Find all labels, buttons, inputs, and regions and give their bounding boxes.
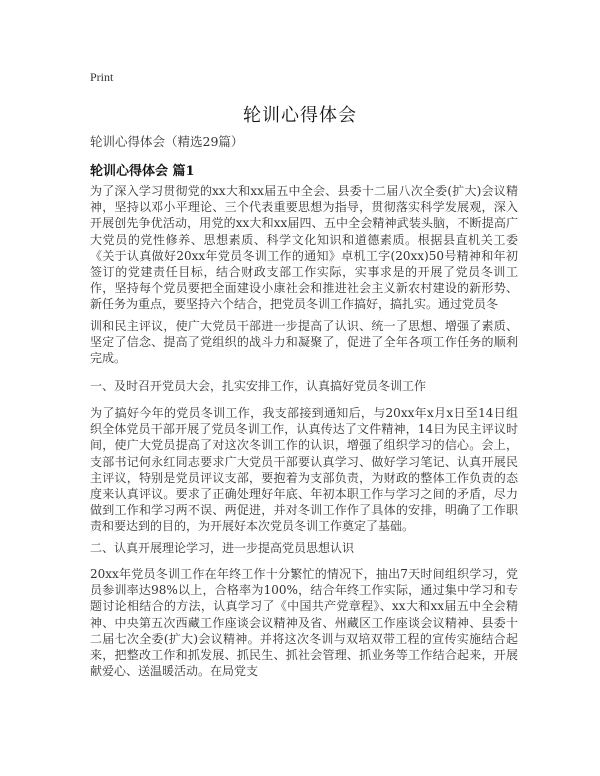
paragraph-1: 为了深入学习贯彻党的xx大和xx届五中全会、县委十二届八次全委(扩大)会议精神，坚持以邓小平理论、三个代表重要思想为指导，贯彻落实科学发展观，深入开展创先争优活动，用党的xx大和xx届四、五中全会精神武装头脑，不断提高广大党员的党性修养、思想素质、科学文化知识和道德素质。根据县直机关工委《关于认真做好20xx年党员冬训工作的通知》卓机工字(20xx)50号精神和年初签订的党建责任目标，结合财政支部工作实际，实事求是的开展了党员冬训工作，坚持每个党员要把全面建设小康社会和推进社会主义新农村建设的新形势、新任务为重点，要坚持六个结合，把党员冬训工作搞好，搞扎实。通过党员冬 [90,184,518,312]
paragraph-4: 20xx年党员冬训工作在年终工作十分繁忙的情况下，抽出7天时间组织学习，党员参训率达98%以上，合格率为100%，结合年终工作实际，通过集中学习和专题讨论相结合的方法，认真学习了《中国共产党章程》、xx大和xx届五中全会精神、中央第五次西藏工作座谈会议精神及省、州藏区工作座谈会议精神、县委十二届七次全委(扩大)会议精神。并将这次冬训与双培双带工程的宣传实施结合起来，把整改工作和抓发展、抓民生、抓社会管理、抓业务等工作结合起来，开展献爱心、送温暖活动。在局党支 [90,567,518,679]
print-label[interactable]: Print [90,70,114,84]
subheading-2: 二、认真开展理论学习，进一步提高党员思想认识 [90,541,355,555]
paragraph-2: 训和民主评议，使广大党员干部进一步提高了认识、统一了思想、增强了素质、坚定了信念、提高了党组织的战斗力和凝聚了，促进了全年各项工作任务的顺利完成。 [90,319,518,366]
section-heading: 轮训心得体会 篇1 [90,164,195,179]
paragraph-3: 为了搞好今年的党员冬训工作，我支部接到通知后，与20xx年x月x日至14日组织全体党员干部开展了党员冬训工作，认真传达了文件精神，14日为民主评议时间，使广大党员提高了对这次冬训工作的认识，增强了组织学习的信心。会上，支部书记何永红同志要求广大党员干部要认真学习、做好学习笔记、认真开展民主评议，特别是党员评议支部，要抱着为支部负责，为财政的整体工作负责的态度来认真评议。要求了正确处理好年底、年初本职工作与学习之间的矛盾，尽力做到工作和学习两不误、两促进，并对冬训工作作了具体的安排，明确了工作职责和要达到的目的，为开展好本次党员冬训工作奠定了基础。 [90,406,518,534]
subheading-1: 一、及时召开党员大会，扎实安排工作，认真搞好党员冬训工作 [90,379,427,393]
page-title: 轮训心得体会 [243,105,357,126]
document-subtitle: 轮训心得体会（精选29篇） [90,134,244,149]
